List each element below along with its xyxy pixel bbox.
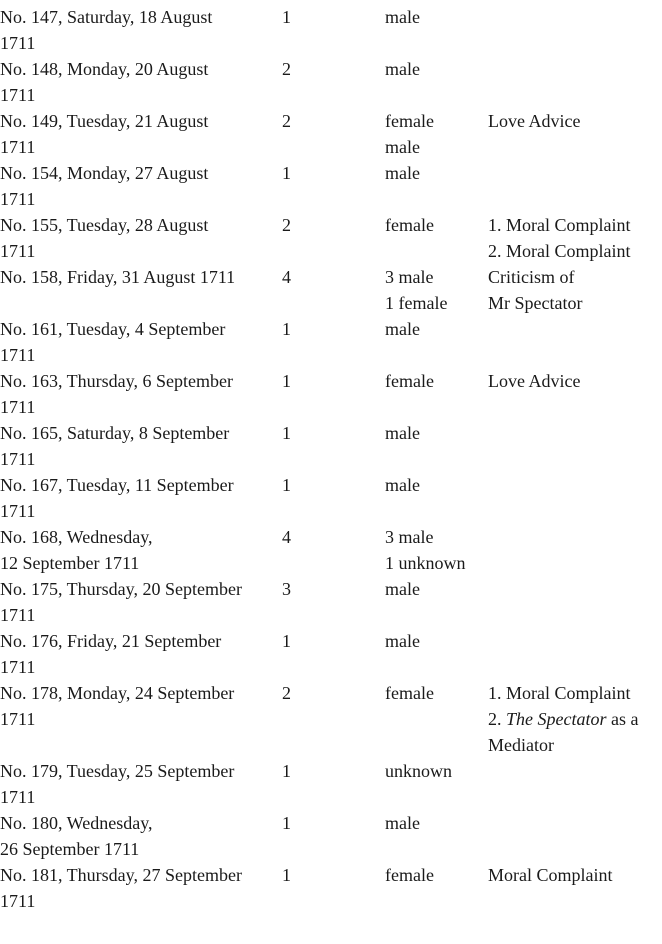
gender-line: male [385, 423, 420, 443]
gender-line: male [385, 7, 420, 27]
gender-cell [385, 212, 488, 264]
issue-line: 1711 [0, 709, 36, 729]
issue-line: No. 148, Monday, 20 August [0, 59, 209, 79]
issue-line: No. 155, Tuesday, 28 August [0, 215, 209, 235]
topic-line: Mr Spectator [488, 293, 583, 313]
topic-cell [488, 108, 662, 160]
issue-line: No. 181, Thursday, 27 September [0, 865, 242, 885]
count-line: 1 [282, 813, 291, 833]
issue-cell [0, 576, 282, 628]
letters-table [0, 4, 662, 914]
gender-line: female [385, 215, 434, 235]
issue-line: No. 175, Thursday, 20 September [0, 579, 242, 599]
issue-line: No. 167, Tuesday, 11 September [0, 475, 234, 495]
topic-cell [488, 628, 662, 680]
gender-line: male [385, 137, 420, 157]
issue-line: 1711 [0, 449, 36, 469]
gender-cell [385, 758, 488, 810]
issue-line: 1711 [0, 891, 36, 911]
topic-cell [488, 56, 662, 108]
count-cell [282, 160, 385, 212]
count-cell [282, 4, 385, 56]
issue-cell [0, 264, 282, 316]
issue-line: 1711 [0, 501, 36, 521]
gender-line: male [385, 631, 420, 651]
topic-cell [488, 316, 662, 368]
topic-cell [488, 862, 662, 914]
topic-cell [488, 212, 662, 264]
issue-cell [0, 472, 282, 524]
table-row [0, 160, 662, 212]
issue-line: No. 149, Tuesday, 21 August [0, 111, 209, 131]
issue-line: No. 154, Monday, 27 August [0, 163, 209, 183]
issue-line: 1711 [0, 189, 36, 209]
gender-line: female [385, 865, 434, 885]
issue-line: No. 180, Wednesday, [0, 813, 153, 833]
gender-cell [385, 810, 488, 862]
count-cell [282, 316, 385, 368]
issue-cell [0, 212, 282, 264]
gender-cell [385, 576, 488, 628]
issue-line: 1711 [0, 397, 36, 417]
gender-line: male [385, 475, 420, 495]
gender-line: unknown [385, 761, 452, 781]
gender-line: male [385, 579, 420, 599]
topic-cell [488, 4, 662, 56]
issue-line: 1711 [0, 137, 36, 157]
issue-line: 1711 [0, 33, 36, 53]
issue-line: 1711 [0, 241, 36, 261]
topic-cell [488, 264, 662, 316]
count-line: 1 [282, 319, 291, 339]
table-row [0, 758, 662, 810]
gender-cell [385, 316, 488, 368]
table-row [0, 524, 662, 576]
count-line: 1 [282, 865, 291, 885]
issue-line: 26 September 1711 [0, 839, 140, 859]
count-line: 1 [282, 761, 291, 781]
issue-cell [0, 56, 282, 108]
issue-line: No. 178, Monday, 24 September [0, 683, 235, 703]
topic-line: 1. Moral Complaint [488, 683, 631, 703]
issue-cell [0, 628, 282, 680]
issue-cell [0, 368, 282, 420]
issue-line: No. 163, Thursday, 6 September [0, 371, 233, 391]
count-cell [282, 264, 385, 316]
table-row [0, 316, 662, 368]
gender-cell [385, 160, 488, 212]
topic-cell [488, 368, 662, 420]
topic-line: Mediator [488, 735, 554, 755]
gender-line: female [385, 683, 434, 703]
gender-cell [385, 628, 488, 680]
count-line: 1 [282, 423, 291, 443]
count-cell [282, 108, 385, 160]
topic-cell [488, 524, 662, 576]
issue-line: No. 165, Saturday, 8 September [0, 423, 230, 443]
count-line: 2 [282, 683, 291, 703]
topic-line: 2. Moral Complaint [488, 241, 631, 261]
topic-line: Love Advice [488, 371, 581, 391]
issue-cell [0, 108, 282, 160]
gender-cell [385, 56, 488, 108]
count-line: 4 [282, 527, 291, 547]
table-row [0, 212, 662, 264]
count-cell [282, 758, 385, 810]
topic-cell [488, 810, 662, 862]
topic-cell [488, 420, 662, 472]
count-line: 2 [282, 111, 291, 131]
gender-line: male [385, 813, 420, 833]
table-row [0, 472, 662, 524]
gender-cell [385, 472, 488, 524]
count-line: 1 [282, 7, 291, 27]
count-cell [282, 680, 385, 758]
topic-line: Criticism of [488, 267, 575, 287]
issue-cell [0, 420, 282, 472]
count-cell [282, 212, 385, 264]
issue-cell [0, 810, 282, 862]
count-cell [282, 576, 385, 628]
gender-line: 3 male [385, 527, 434, 547]
gender-cell [385, 4, 488, 56]
gender-cell [385, 264, 488, 316]
issue-line: 1711 [0, 85, 36, 105]
gender-cell [385, 420, 488, 472]
count-cell [282, 368, 385, 420]
gender-cell [385, 368, 488, 420]
table-row [0, 576, 662, 628]
letters-table-body [0, 4, 662, 914]
count-line: 2 [282, 215, 291, 235]
gender-cell [385, 108, 488, 160]
issue-cell [0, 862, 282, 914]
issue-line: No. 158, Friday, 31 August 1711 [0, 267, 236, 287]
topic-cell [488, 758, 662, 810]
topic-line: 2. The Spectator as a [488, 709, 639, 729]
count-cell [282, 524, 385, 576]
gender-line: male [385, 319, 420, 339]
count-line: 1 [282, 163, 291, 183]
gender-cell [385, 680, 488, 758]
table-row [0, 56, 662, 108]
table-row [0, 4, 662, 56]
count-cell [282, 420, 385, 472]
count-cell [282, 472, 385, 524]
table-row [0, 420, 662, 472]
count-cell [282, 628, 385, 680]
gender-cell [385, 524, 488, 576]
issue-line: No. 168, Wednesday, [0, 527, 153, 547]
gender-line: female [385, 371, 434, 391]
gender-line: 3 male [385, 267, 434, 287]
gender-line: 1 unknown [385, 553, 466, 573]
count-line: 1 [282, 371, 291, 391]
count-line: 1 [282, 631, 291, 651]
issue-line: 1711 [0, 605, 36, 625]
topic-cell [488, 680, 662, 758]
issue-line: No. 161, Tuesday, 4 September [0, 319, 226, 339]
count-line: 1 [282, 475, 291, 495]
gender-cell [385, 862, 488, 914]
table-row [0, 628, 662, 680]
issue-line: No. 176, Friday, 21 September [0, 631, 222, 651]
topic-cell [488, 472, 662, 524]
issue-line: 12 September 1711 [0, 553, 140, 573]
table-row [0, 862, 662, 914]
count-cell [282, 56, 385, 108]
issue-line: 1711 [0, 345, 36, 365]
issue-line: 1711 [0, 657, 36, 677]
table-row [0, 810, 662, 862]
issue-cell [0, 524, 282, 576]
gender-line: 1 female [385, 293, 448, 313]
gender-line: male [385, 59, 420, 79]
issue-cell [0, 680, 282, 758]
gender-line: male [385, 163, 420, 183]
count-line: 3 [282, 579, 291, 599]
topic-cell [488, 576, 662, 628]
issue-cell [0, 160, 282, 212]
issue-line: No. 147, Saturday, 18 August [0, 7, 213, 27]
gender-line: female [385, 111, 434, 131]
topic-line: Moral Complaint [488, 865, 613, 885]
table-row [0, 108, 662, 160]
issue-line: No. 179, Tuesday, 25 September [0, 761, 235, 781]
topic-cell [488, 160, 662, 212]
count-line: 2 [282, 59, 291, 79]
table-row [0, 368, 662, 420]
count-cell [282, 862, 385, 914]
count-line: 4 [282, 267, 291, 287]
issue-cell [0, 758, 282, 810]
issue-cell [0, 316, 282, 368]
topic-line: 1. Moral Complaint [488, 215, 631, 235]
topic-line: Love Advice [488, 111, 581, 131]
table-row [0, 680, 662, 758]
count-cell [282, 810, 385, 862]
table-row [0, 264, 662, 316]
issue-line: 1711 [0, 787, 36, 807]
issue-cell [0, 4, 282, 56]
